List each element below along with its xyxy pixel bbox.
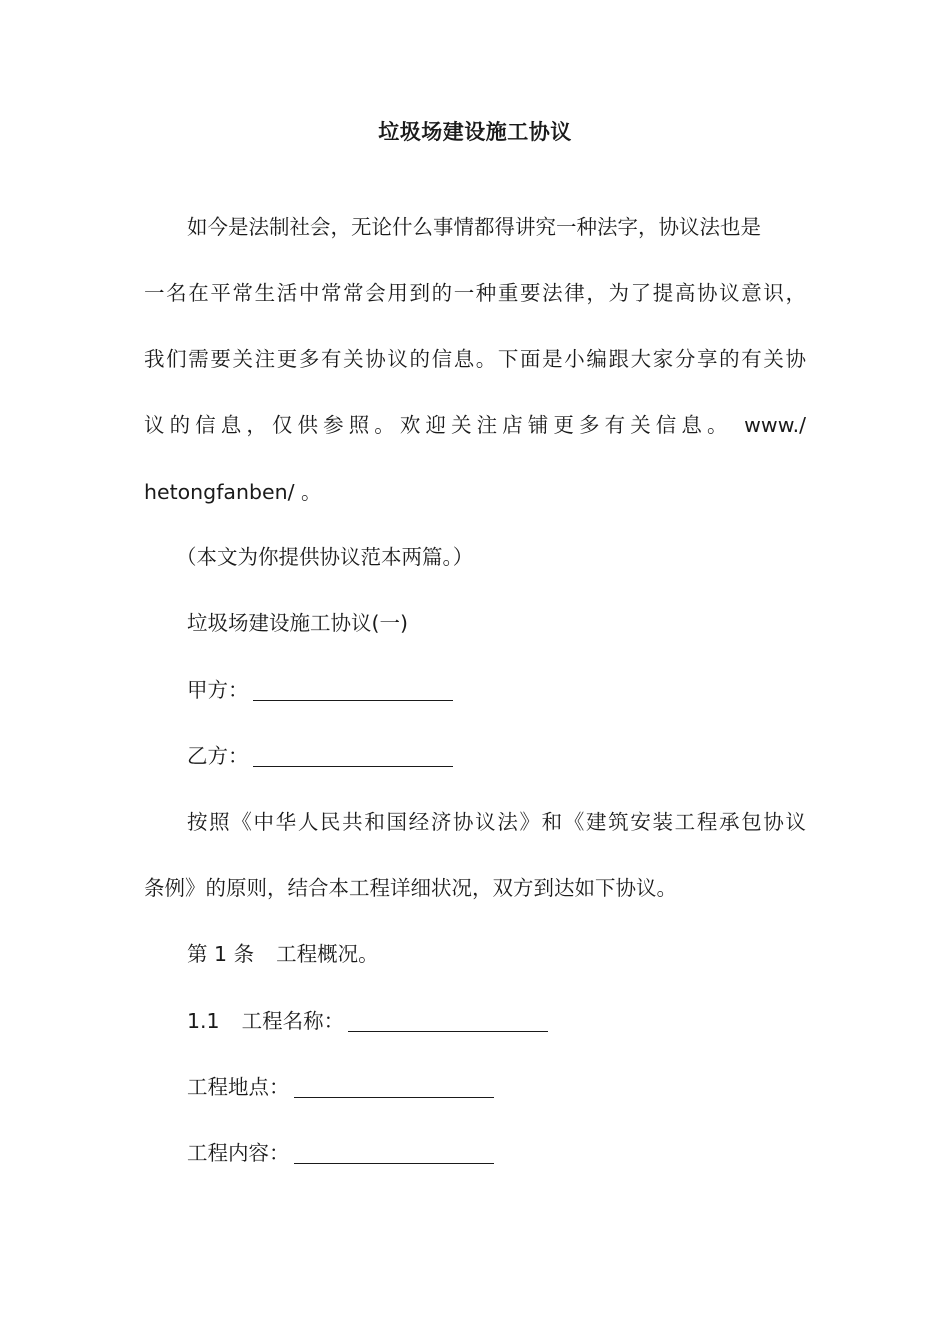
intro-line-3: 我们需要关注更多有关协议的信息。下面是小编跟大家分享的有关协 xyxy=(144,347,806,371)
project-content-label: 工程内容： xyxy=(187,1141,290,1165)
intro-line-5: hetongfanben/ 。 xyxy=(144,480,322,504)
article-1-title: 工程概况。 xyxy=(276,942,379,966)
project-name-field xyxy=(187,1005,548,1037)
party-b-blank[interactable] xyxy=(253,744,453,767)
intro-line-1: 如今是法制社会，无论什么事情都得讲究一种法字，协议法也是 xyxy=(187,215,761,239)
article-1-heading xyxy=(187,938,379,970)
party-a-label: 甲方： xyxy=(187,678,249,702)
section-title: 垃圾场建设施工协议(一) xyxy=(187,611,408,635)
party-b-field xyxy=(187,740,453,772)
project-location-blank[interactable] xyxy=(294,1075,494,1098)
basis-line-1 xyxy=(187,806,806,838)
basis-line-1-text: 按照《中华人民共和国经济协议法》和《建筑安装工程承包协议 xyxy=(187,810,806,834)
project-content-blank[interactable] xyxy=(294,1141,494,1164)
document-title: 垃圾场建设施工协议 xyxy=(378,120,572,144)
project-name-blank[interactable] xyxy=(348,1009,548,1032)
project-content-field xyxy=(187,1137,494,1169)
intro-line-2: 一名在平常生活中常常会用到的一种重要法律，为了提高协议意识， xyxy=(144,281,806,305)
project-location-field xyxy=(187,1071,494,1103)
document-note: （本文为你提供协议范本两篇。） xyxy=(176,545,474,569)
basis-line-2: 条例》的原则，结合本工程详细状况，双方到达如下协议。 xyxy=(144,876,677,900)
item-1-1-number: 1.1 xyxy=(187,1009,220,1033)
article-1-number: 第 1 条 xyxy=(187,942,255,966)
project-name-label: 工程名称： xyxy=(241,1009,345,1033)
project-location-label: 工程地点： xyxy=(187,1075,290,1099)
party-a-field xyxy=(187,674,453,706)
intro-line-4: 议的信息，仅供参照。欢迎关注店铺更多有关信息。 www./ xyxy=(144,413,806,437)
party-a-blank[interactable] xyxy=(253,678,453,701)
party-b-label: 乙方： xyxy=(187,744,249,768)
